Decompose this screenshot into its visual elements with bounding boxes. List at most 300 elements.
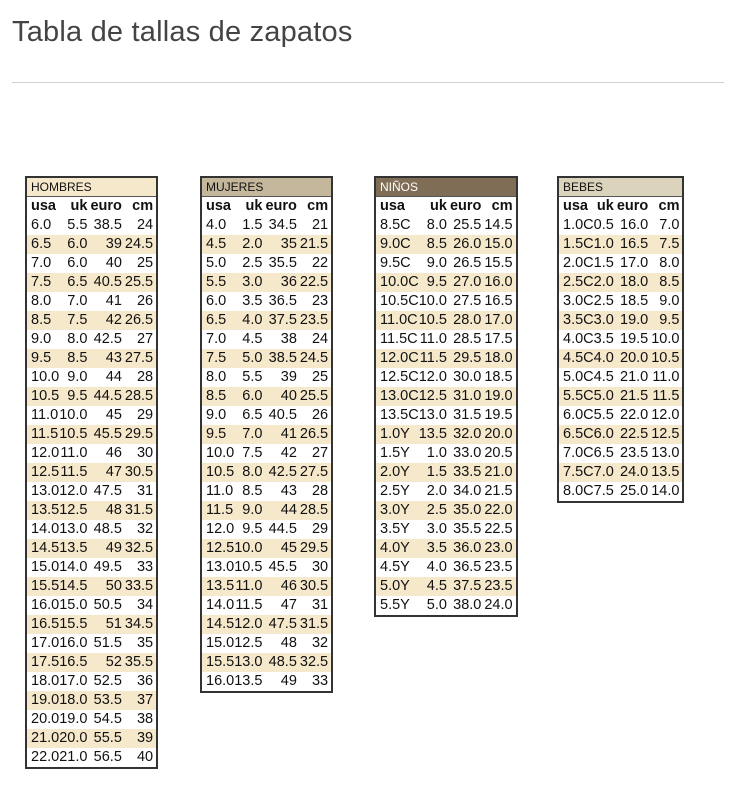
column-header-euro: euro [616, 198, 649, 214]
cm-cell: 25 [311, 369, 329, 385]
table-row [201, 615, 332, 634]
cm-cell: 18.5 [484, 369, 513, 385]
cm-cell: 15.0 [484, 235, 516, 254]
euro-cell: 33.5 [450, 463, 484, 482]
table-row [26, 292, 157, 311]
cm-cell: 11.0 [652, 369, 680, 385]
usa-cell: 6.0C [563, 407, 594, 423]
euro-cell: 36.0 [450, 539, 484, 558]
uk-cell: 6.0 [594, 425, 617, 444]
column-header-cm: cm [658, 198, 680, 214]
usa-cell: 19.0 [26, 691, 59, 710]
usa-cell: 15.5 [201, 653, 234, 672]
uk-cell: 5.0 [594, 387, 617, 406]
uk-cell: 11.5 [235, 597, 263, 613]
table-row [26, 387, 157, 406]
euro-cell: 56.5 [93, 749, 122, 765]
uk-cell: 15.5 [59, 615, 90, 634]
usa-cell: 4.0C [563, 331, 594, 347]
usa-cell: 10.0 [206, 445, 235, 461]
uk-cell: 8.0 [234, 463, 265, 482]
uk-cell: 16.0 [59, 635, 88, 651]
table-row [201, 311, 332, 330]
table-row [201, 634, 332, 653]
table-row [26, 596, 157, 615]
euro-cell: 34.5 [268, 217, 297, 233]
uk-cell: 9.5 [242, 521, 263, 537]
cm-cell: 29.5 [300, 539, 332, 558]
cm-cell: 27 [136, 331, 154, 347]
cm-cell: 26.5 [125, 311, 157, 330]
usa-cell: 4.0 [206, 217, 227, 233]
uk-cell: 12.0 [59, 483, 88, 499]
table-row [201, 273, 332, 292]
table-row [26, 672, 157, 691]
usa-cell: 7.0C [563, 445, 594, 461]
group-header-hombres: HOMBRES [26, 177, 157, 197]
euro-cell: 24.0 [617, 463, 651, 482]
usa-cell: 5.0Y [375, 577, 419, 596]
table-row [558, 216, 683, 235]
cm-cell: 9.5 [651, 311, 683, 330]
cm-cell: 8.0 [659, 255, 680, 271]
cm-cell: 31.5 [125, 501, 157, 520]
uk-cell: 9.0 [234, 501, 265, 520]
euro-cell: 48 [280, 635, 297, 651]
uk-cell: 0.5 [593, 217, 614, 233]
usa-cell: 9.5 [201, 425, 234, 444]
cm-cell: 33 [311, 673, 329, 689]
uk-cell: 13.5 [419, 425, 450, 444]
usa-cell: 3.5C [558, 311, 594, 330]
uk-cell: 7.0 [234, 425, 265, 444]
column-header-euro: euro [265, 198, 297, 214]
table-row [375, 349, 517, 368]
uk-cell: 2.5 [242, 255, 263, 271]
table-row [26, 520, 157, 539]
table-row [26, 482, 157, 501]
euro-cell: 47.5 [265, 615, 299, 634]
table-row [26, 349, 157, 368]
uk-cell: 2.0 [426, 483, 447, 499]
table-row [26, 406, 157, 425]
usa-cell: 3.0C [563, 293, 594, 309]
uk-cell: 11.0 [234, 577, 265, 596]
usa-cell: 11.5C [380, 331, 418, 347]
group-header-bebes: BEBES [558, 177, 683, 197]
uk-cell: 4.5 [242, 331, 263, 347]
table-row [558, 292, 683, 311]
table-row [201, 330, 332, 349]
uk-cell: 6.5 [242, 407, 263, 423]
euro-cell: 51 [90, 615, 124, 634]
table-row [558, 330, 683, 349]
uk-cell: 1.0 [426, 445, 447, 461]
table-row [558, 311, 683, 330]
cm-cell: 8.5 [651, 273, 683, 292]
table-row [201, 596, 332, 615]
usa-cell: 7.5 [201, 349, 234, 368]
table-row [201, 577, 332, 596]
usa-cell: 17.5 [26, 653, 59, 672]
uk-cell: 14.0 [59, 559, 88, 575]
euro-cell: 19.0 [617, 311, 651, 330]
page-title: Tabla de tallas de zapatos [12, 16, 353, 48]
euro-cell: 41 [265, 425, 299, 444]
table-row [375, 330, 517, 349]
usa-cell: 13.0 [206, 559, 235, 575]
uk-cell: 6.0 [234, 387, 265, 406]
uk-cell: 11.0 [419, 331, 447, 347]
usa-cell: 16.5 [26, 615, 59, 634]
euro-cell: 35 [265, 235, 299, 254]
euro-cell: 28.0 [450, 311, 484, 330]
euro-cell: 50.5 [93, 597, 122, 613]
uk-cell: 8.5 [59, 349, 90, 368]
table-row [26, 615, 157, 634]
usa-cell: 1.0C [563, 217, 594, 233]
table-row [26, 368, 157, 387]
cm-cell: 30 [136, 445, 154, 461]
euro-cell: 32.0 [450, 425, 484, 444]
cm-cell: 14.0 [651, 483, 680, 499]
usa-cell: 15.0 [206, 635, 235, 651]
cm-cell: 25 [136, 255, 154, 271]
usa-cell: 7.5C [558, 463, 594, 482]
table-row [201, 216, 332, 235]
uk-cell: 10.5 [59, 425, 90, 444]
cm-cell: 12.0 [651, 407, 680, 423]
column-header-uk: uk [596, 198, 614, 214]
euro-cell: 30.0 [453, 369, 482, 385]
table-row [26, 729, 157, 748]
euro-cell: 19.5 [620, 331, 649, 347]
usa-cell: 3.0Y [375, 501, 419, 520]
usa-cell: 5.5Y [380, 597, 410, 613]
table-row [201, 653, 332, 672]
usa-cell: 13.5 [201, 577, 234, 596]
uk-cell: 13.5 [59, 539, 90, 558]
usa-cell: 21.0 [26, 729, 59, 748]
table-row [26, 710, 157, 729]
euro-cell: 39 [90, 235, 124, 254]
usa-cell: 6.5C [558, 425, 594, 444]
usa-cell: 11.0C [375, 311, 419, 330]
table-row [26, 444, 157, 463]
uk-cell: 10.5 [234, 559, 263, 575]
cm-cell: 32.5 [300, 653, 332, 672]
euro-cell: 44.5 [90, 387, 124, 406]
cm-cell: 18.0 [484, 349, 516, 368]
uk-cell: 12.0 [234, 615, 265, 634]
table-row [375, 406, 517, 425]
table-row [26, 311, 157, 330]
cm-cell: 32 [311, 635, 329, 651]
uk-cell: 13.0 [234, 653, 265, 672]
cm-cell: 24 [136, 217, 154, 233]
table-row [201, 672, 332, 692]
uk-cell: 12.0 [418, 369, 447, 385]
cm-cell: 13.5 [651, 463, 683, 482]
table-row [26, 330, 157, 349]
column-header-uk: uk [245, 198, 263, 214]
euro-cell: 26.0 [450, 235, 484, 254]
euro-cell: 22.0 [620, 407, 649, 423]
cm-cell: 20.5 [484, 445, 513, 461]
cm-cell: 35.5 [125, 653, 157, 672]
table-row [201, 387, 332, 406]
table-row [201, 368, 332, 387]
cm-cell: 26 [311, 407, 329, 423]
usa-cell: 6.0 [206, 293, 227, 309]
column-header-uk: uk [70, 198, 88, 214]
euro-cell: 37.5 [265, 311, 299, 330]
column-header-euro: euro [90, 198, 122, 214]
table-row [558, 463, 683, 482]
usa-cell: 10.5 [201, 463, 234, 482]
uk-cell: 13.5 [234, 673, 263, 689]
cm-cell: 23 [311, 293, 329, 309]
table-ninos [374, 176, 518, 617]
usa-cell: 10.0 [31, 369, 60, 385]
usa-cell: 12.5 [201, 539, 234, 558]
euro-cell: 20.0 [617, 349, 651, 368]
cm-cell: 9.0 [659, 293, 680, 309]
usa-cell: 11.5 [26, 425, 59, 444]
euro-cell: 28.5 [453, 331, 482, 347]
cm-cell: 22.0 [484, 501, 516, 520]
usa-cell: 10.5C [380, 293, 419, 309]
euro-cell: 46 [105, 445, 122, 461]
cm-cell: 28 [136, 369, 154, 385]
table-row [201, 482, 332, 501]
table-row [201, 558, 332, 577]
cm-cell: 28.5 [125, 387, 157, 406]
cm-cell: 25.5 [125, 273, 157, 292]
cm-cell: 29 [311, 521, 329, 537]
euro-cell: 21.5 [617, 387, 651, 406]
cm-cell: 23.0 [484, 539, 516, 558]
euro-cell: 49 [280, 673, 297, 689]
uk-cell: 7.0 [67, 293, 88, 309]
usa-cell: 11.5 [201, 501, 234, 520]
euro-cell: 53.5 [90, 691, 124, 710]
cm-cell: 17.5 [484, 331, 513, 347]
table-row [26, 634, 157, 653]
uk-cell: 8.0 [67, 331, 88, 347]
cm-cell: 10.5 [651, 349, 683, 368]
table-row [26, 539, 157, 558]
cm-cell: 23.5 [300, 311, 332, 330]
euro-cell: 22.5 [617, 425, 651, 444]
usa-cell: 4.5Y [380, 559, 410, 575]
uk-cell: 14.5 [59, 577, 90, 596]
table-row [375, 558, 517, 577]
usa-cell: 14.0 [31, 521, 60, 537]
column-header-cm: cm [307, 198, 329, 214]
usa-cell: 2.5C [558, 273, 594, 292]
cm-cell: 24 [311, 331, 329, 347]
uk-cell: 3.5 [419, 539, 450, 558]
usa-cell: 15.0 [31, 559, 60, 575]
uk-cell: 15.0 [59, 597, 88, 613]
table-row [558, 387, 683, 406]
uk-cell: 20.0 [59, 729, 90, 748]
euro-cell: 27.0 [450, 273, 484, 292]
euro-cell: 45 [105, 407, 122, 423]
euro-cell: 45.5 [268, 559, 297, 575]
table-row [375, 387, 517, 406]
usa-cell: 3.5Y [380, 521, 410, 537]
cm-cell: 10.0 [651, 331, 680, 347]
uk-cell: 6.0 [59, 235, 90, 254]
table-row [201, 292, 332, 311]
usa-cell: 9.0C [375, 235, 419, 254]
uk-cell: 11.5 [419, 349, 450, 368]
table-row [558, 273, 683, 292]
cm-cell: 21 [311, 217, 329, 233]
euro-cell: 45 [265, 539, 299, 558]
column-header-usa: usa [563, 198, 588, 214]
uk-cell: 13.0 [418, 407, 447, 423]
cm-cell: 26.5 [300, 425, 332, 444]
uk-cell: 5.0 [426, 597, 447, 613]
table-row [201, 425, 332, 444]
usa-cell: 13.0C [375, 387, 419, 406]
cm-cell: 23.5 [484, 559, 513, 575]
cm-cell: 12.5 [651, 425, 683, 444]
table-row [558, 406, 683, 425]
uk-cell: 7.5 [593, 483, 614, 499]
euro-cell: 40.5 [268, 407, 297, 423]
uk-cell: 6.5 [59, 273, 90, 292]
usa-cell: 14.5 [26, 539, 59, 558]
euro-cell: 36 [265, 273, 299, 292]
uk-cell: 5.5 [242, 369, 263, 385]
usa-cell: 17.0 [31, 635, 60, 651]
usa-cell: 6.5 [26, 235, 59, 254]
usa-cell: 2.0C [563, 255, 594, 271]
column-header-usa: usa [206, 198, 231, 214]
usa-cell: 11.0 [31, 407, 59, 423]
usa-cell: 22.0 [31, 749, 60, 765]
cm-cell: 21.0 [484, 463, 516, 482]
euro-cell: 25.5 [453, 217, 482, 233]
cm-cell: 17.0 [484, 311, 516, 330]
uk-cell: 1.0 [594, 235, 617, 254]
uk-cell: 4.0 [426, 559, 447, 575]
euro-cell: 38 [280, 331, 297, 347]
cm-cell: 29.5 [125, 425, 157, 444]
euro-cell: 37.5 [450, 577, 484, 596]
cm-cell: 13.0 [651, 445, 680, 461]
euro-cell: 42.5 [93, 331, 122, 347]
table-row [201, 539, 332, 558]
uk-cell: 8.5 [242, 483, 263, 499]
cm-cell: 32.5 [125, 539, 157, 558]
cm-cell: 16.5 [484, 293, 513, 309]
table-row [26, 653, 157, 672]
euro-cell: 47 [90, 463, 124, 482]
usa-cell: 2.5Y [380, 483, 410, 499]
table-row [558, 482, 683, 502]
euro-cell: 18.0 [617, 273, 651, 292]
uk-cell: 2.5 [419, 501, 450, 520]
cm-cell: 23.5 [484, 577, 516, 596]
uk-cell: 4.5 [419, 577, 450, 596]
usa-cell: 7.5 [26, 273, 59, 292]
usa-cell: 4.5C [558, 349, 594, 368]
usa-cell: 8.0C [563, 483, 594, 499]
usa-cell: 2.0Y [375, 463, 419, 482]
euro-cell: 38.0 [453, 597, 482, 613]
table-row [558, 425, 683, 444]
cm-cell: 28 [311, 483, 329, 499]
uk-cell: 1.5 [242, 217, 263, 233]
euro-cell: 38.5 [265, 349, 299, 368]
cm-cell: 32 [136, 521, 154, 537]
euro-cell: 26.5 [453, 255, 482, 271]
cm-cell: 11.5 [651, 387, 683, 406]
euro-cell: 25.0 [620, 483, 649, 499]
table-row [26, 558, 157, 577]
cm-cell: 30.5 [300, 577, 332, 596]
cm-cell: 35 [136, 635, 154, 651]
uk-cell: 17.0 [59, 673, 88, 689]
uk-cell: 9.5 [419, 273, 450, 292]
uk-cell: 2.5 [593, 293, 614, 309]
uk-cell: 7.5 [59, 311, 90, 330]
usa-cell: 13.5C [380, 407, 419, 423]
table-row [26, 273, 157, 292]
usa-cell: 1.5Y [380, 445, 410, 461]
uk-cell: 12.5 [234, 635, 263, 651]
usa-cell: 1.0Y [375, 425, 419, 444]
cm-cell: 19.0 [484, 387, 516, 406]
euro-cell: 33.0 [453, 445, 482, 461]
uk-cell: 9.0 [426, 255, 447, 271]
uk-cell: 5.5 [67, 217, 88, 233]
euro-cell: 23.5 [620, 445, 649, 461]
table-row [26, 425, 157, 444]
uk-cell: 4.5 [593, 369, 614, 385]
cm-cell: 33.5 [125, 577, 157, 596]
table-row [201, 254, 332, 273]
uk-cell: 10.0 [418, 293, 447, 309]
euro-cell: 39 [280, 369, 297, 385]
table-row [26, 463, 157, 482]
uk-cell: 2.0 [234, 235, 265, 254]
euro-cell: 16.5 [617, 235, 651, 254]
cm-cell: 33 [136, 559, 154, 575]
usa-cell: 9.0 [206, 407, 227, 423]
uk-cell: 1.5 [419, 463, 450, 482]
cm-cell: 7.0 [659, 217, 680, 233]
euro-cell: 44 [105, 369, 122, 385]
usa-cell: 8.0 [31, 293, 52, 309]
uk-cell: 7.0 [594, 463, 617, 482]
uk-cell: 12.5 [59, 501, 90, 520]
euro-cell: 42 [90, 311, 124, 330]
euro-cell: 21.0 [620, 369, 649, 385]
table-row [375, 273, 517, 292]
table-row [201, 235, 332, 254]
euro-cell: 48 [90, 501, 124, 520]
column-header-cm: cm [132, 198, 154, 214]
cm-cell: 19.5 [484, 407, 513, 423]
table-row [26, 748, 157, 768]
table-row [375, 444, 517, 463]
